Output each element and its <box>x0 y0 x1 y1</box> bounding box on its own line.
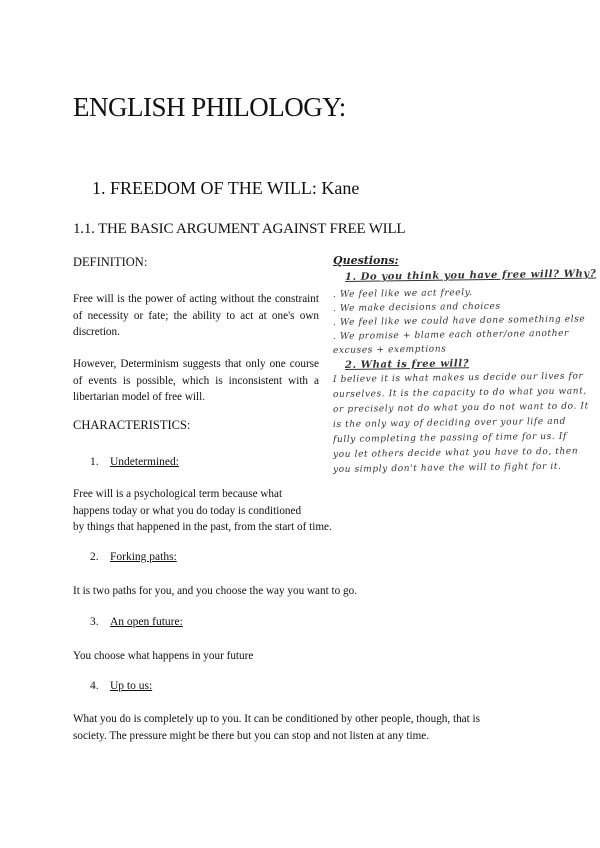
characteristic-label: Forking paths: <box>110 551 177 563</box>
document-title: ENGLISH PHILOLOGY: <box>73 92 346 122</box>
characteristic-label: Up to us: <box>110 680 153 692</box>
handwritten-answer-line: ourselves. It is the capacity to do what you want, <box>332 386 587 400</box>
characteristic-heading-1 <box>90 456 179 468</box>
text-line: happens today or what you do today is conditioned <box>73 504 302 517</box>
handwritten-answer-line: . We feel like we could have done something else <box>332 314 586 328</box>
characteristic-text-3: You choose what happens in your future <box>73 650 254 662</box>
text-line: society. The pressure might be there but you can stop and not listen at any time. <box>73 729 430 742</box>
section-title: 1. FREEDOM OF THE WILL: Kane <box>92 178 360 198</box>
characteristic-heading-2 <box>90 551 177 563</box>
subsection-title: 1.1. THE BASIC ARGUMENT AGAINST FREE WILL <box>73 221 406 237</box>
text-line: by things that happened in the past, from the start of time. <box>73 521 332 533</box>
text-line: Free will is a psychological term because what <box>73 488 283 500</box>
handwritten-answer-line: excuses + exemptions <box>332 344 447 356</box>
item-number: 1. <box>90 456 99 468</box>
handwritten-answer-line: fully completing the passing of time for us. If <box>332 431 567 445</box>
item-number: 2. <box>90 551 99 563</box>
determinism-text: However, Determinism suggests that only one course of events is possible, which is inconsistent with a libertarian model of free will. <box>73 358 319 403</box>
handwritten-question-2: 2. What is free will? <box>344 358 470 371</box>
characteristic-label: Undetermined: <box>110 456 179 468</box>
characteristic-text-2: It is two paths for you, and you choose the way you want to go. <box>73 585 357 597</box>
handwritten-answer-line: I believe it is what makes us decide our lives for <box>332 371 584 385</box>
handwritten-answer-line: . We promise + blame each other/one another <box>332 328 570 342</box>
characteristic-heading-4 <box>90 680 152 692</box>
characteristics-label: CHARACTERISTICS: <box>73 418 191 432</box>
definition-label: DEFINITION: <box>73 255 148 269</box>
characteristic-text-4 <box>73 711 480 744</box>
handwritten-answer-line: or precisely not do what you do not want to do. It <box>332 401 589 415</box>
handwritten-notes-title: Questions: <box>333 254 399 267</box>
characteristic-heading-3 <box>90 616 183 628</box>
item-number: 4. <box>90 680 99 692</box>
definition-text: Free will is the power of acting without the constraint of necessity or fate; the ability to act at one's own discretion. <box>73 293 319 338</box>
characteristic-label: An open future: <box>110 616 183 628</box>
handwritten-answer-line: . We make decisions and choices <box>332 301 501 314</box>
handwritten-question-1: 1. Do you think you have free will? Why? <box>344 268 597 283</box>
text-line: What you do is completely up to you. It can be conditioned by other people, though, that is <box>73 713 481 725</box>
handwritten-answer-line: you simply don't have the will to fight for it. <box>332 461 562 475</box>
handwritten-answer-line: is the only way of deciding over your life and <box>332 416 567 430</box>
characteristic-text-1 <box>73 486 332 536</box>
handwritten-answer-line: you let others decide what you have to do, then <box>332 446 579 460</box>
item-number: 3. <box>90 616 99 628</box>
handwritten-answer-line: . We feel like we act freely. <box>332 288 473 300</box>
